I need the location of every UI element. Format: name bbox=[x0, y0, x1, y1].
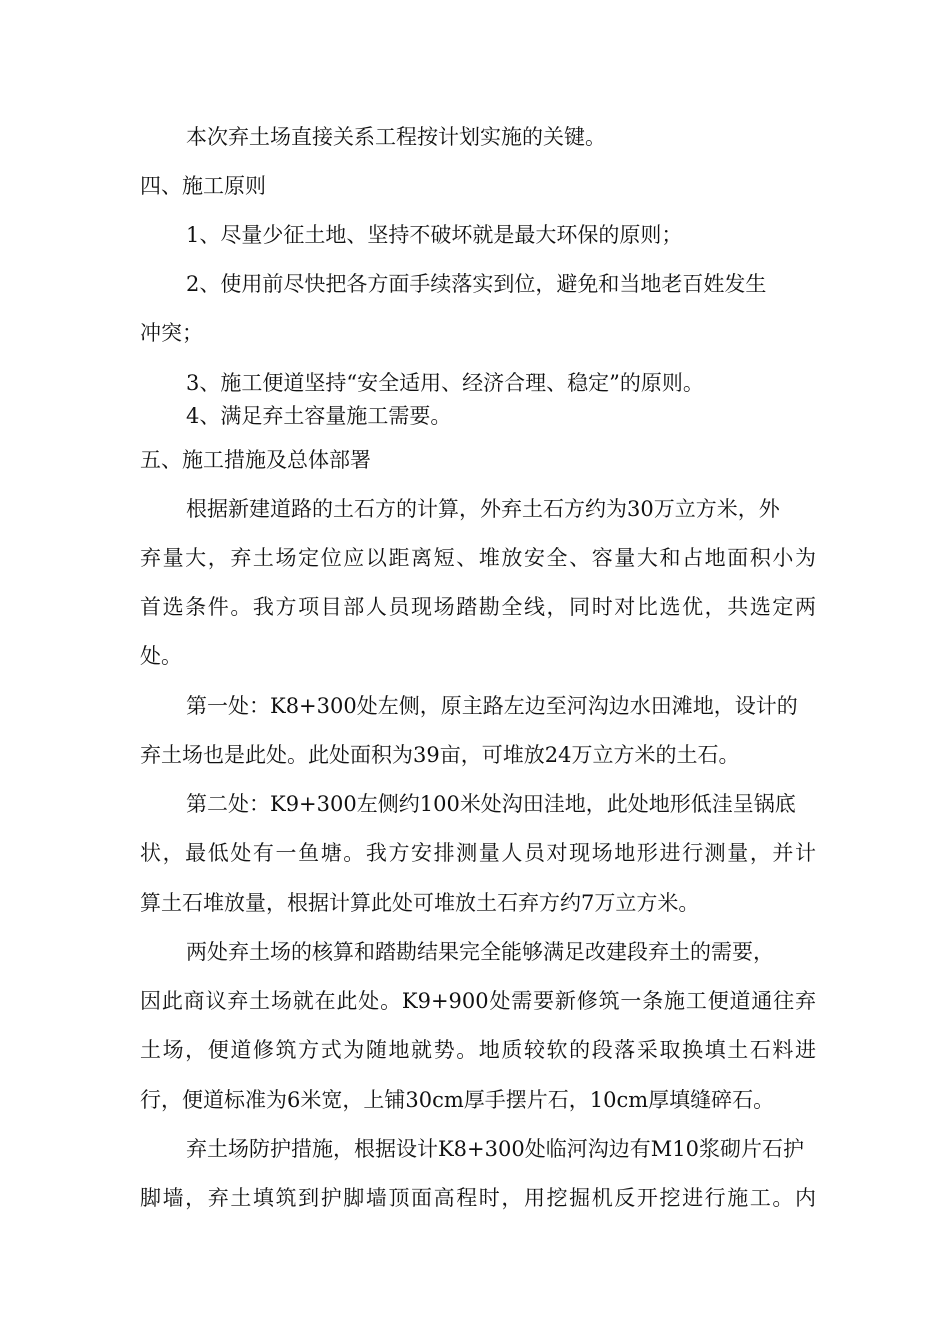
list-item-principle-4: 4、满足弃土容量施工需要。 bbox=[186, 404, 452, 428]
paragraph-line: 第二处：K9+300左侧约100米处沟田洼地，此处地形低洼呈锅底 bbox=[186, 792, 796, 816]
paragraph-line: 首选条件。我方项目部人员现场踏勘全线，同时对比选优，共选定两 bbox=[140, 595, 816, 619]
paragraph-line: 本次弃土场直接关系工程按计划实施的关键。 bbox=[186, 125, 606, 149]
list-item-principle-3: 3、施工便道坚持“安全适用、经济合理、稳定”的原则。 bbox=[186, 371, 704, 395]
paragraph-line: 两处弃土场的核算和踏勘结果完全能够满足改建段弃土的需要， bbox=[186, 940, 774, 964]
paragraph-line: 因此商议弃土场就在此处。K9+900处需要新修筑一条施工便道通往弃 bbox=[140, 989, 816, 1013]
section-heading-measures: 五、施工措施及总体部署 bbox=[140, 448, 371, 472]
paragraph-line: 土场，便道修筑方式为随地就势。地质较软的段落采取换填土石料进 bbox=[140, 1038, 816, 1062]
paragraph-line: 脚墙，弃土填筑到护脚墙顶面高程时，用挖掘机反开挖进行施工。内 bbox=[140, 1186, 816, 1210]
paragraph-line: 状，最低处有一鱼塘。我方安排测量人员对现场地形进行测量，并计 bbox=[140, 841, 816, 865]
paragraph-line: 根据新建道路的土石方的计算，外弃土石方约为30万立方米，外 bbox=[186, 497, 780, 521]
paragraph-line: 冲突； bbox=[140, 321, 203, 345]
list-item-principle-1: 1、尽量少征土地、坚持不破坏就是最大环保的原则； bbox=[186, 223, 683, 247]
paragraph-line: 处。 bbox=[140, 644, 182, 668]
list-item-principle-2: 2、使用前尽快把各方面手续落实到位，避免和当地老百姓发生 bbox=[186, 272, 767, 296]
paragraph-line: 弃量大，弃土场定位应以距离短、堆放安全、容量大和占地面积小为 bbox=[140, 546, 816, 570]
paragraph-line: 弃土场也是此处。此处面积为39亩，可堆放24万立方米的土石。 bbox=[140, 743, 740, 767]
section-heading-principles: 四、施工原则 bbox=[140, 174, 266, 198]
paragraph-line: 第一处：K8+300处左侧，原主路左边至河沟边水田滩地，设计的 bbox=[186, 694, 798, 718]
paragraph-line: 算土石堆放量，根据计算此处可堆放土石弃方约7万立方米。 bbox=[140, 891, 700, 915]
paragraph-line: 行，便道标准为6米宽，上铺30cm厚手摆片石，10cm厚填缝碎石。 bbox=[140, 1088, 775, 1112]
paragraph-line: 弃土场防护措施，根据设计K8+300处临河沟边有M10浆砌片石护 bbox=[186, 1137, 804, 1161]
